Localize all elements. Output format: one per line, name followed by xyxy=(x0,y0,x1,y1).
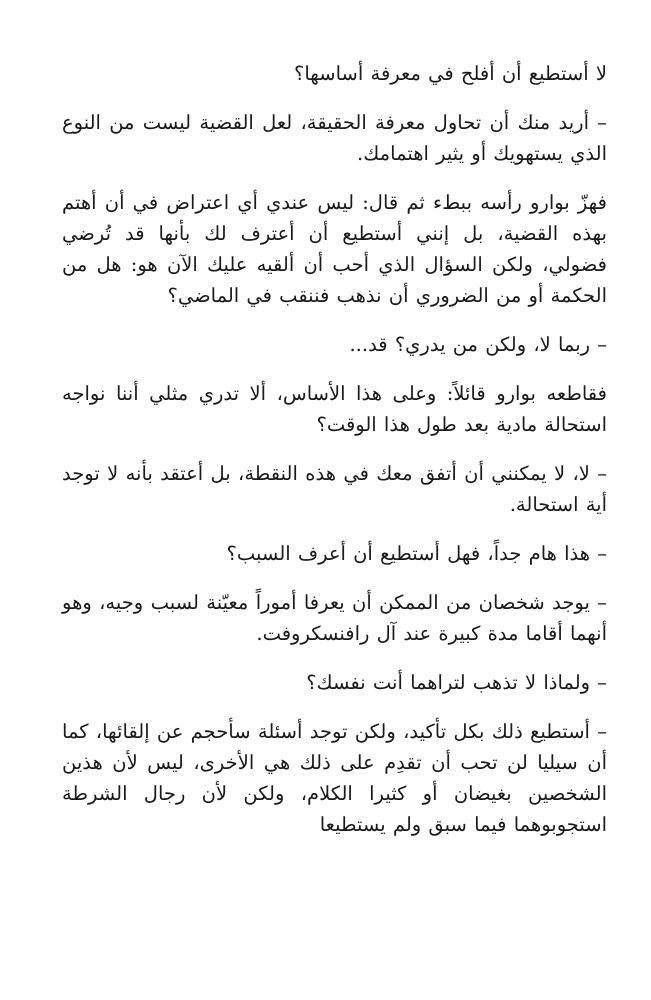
paragraph-6: – لا، لا يمكنني أن أتفق معك في هذه النقطة، بل أعتقد بأنه لا توجد أية استحالة. xyxy=(62,462,607,516)
paragraph-3: فهزّ بوارو رأسه ببطء ثم قال: ليس عندي أي اعتراض في أن أهتم بهذه القضية، بل إنني أستطيع أن أعترف لك بأنها قد تُرضي فضولي، ولكن السؤال الذي أحب أن ألقيه عليك الآن هو: هل من الحكمة أو من الضروري أن نذهب فننقب في الماضي؟ xyxy=(62,191,607,307)
paragraph-5: فقاطعه بوارو قائلاً: وعلى هذا الأساس، ألا تدري مثلي أننا نواجه استحالة مادية بعد طول هذا الوقت؟ xyxy=(62,382,607,436)
paragraph-8: – يوجد شخصان من الممكن أن يعرفا أموراً معيّنة لسبب وجيه، وهو أنهما أقاما مدة كبيرة عند آل رافنسكروفت. xyxy=(62,591,607,645)
paragraph-7: – هذا هام جداً، فهل أستطيع أن أعرف السبب؟ xyxy=(226,542,607,565)
paragraph-10: – أستطيع ذلك بكل تأكيد، ولكن توجد أسئلة سأحجم عن إلقائها، كما أن سيليا لن تحب أن تقدِم على ذلك هي الأخرى، ليس لأن هذين الشخصين بغيضان أو كثيرا الكلام، ولكن لأن رجال الشرطة استجوبوهما فيما سبق ولم يستطيعا xyxy=(62,720,607,836)
paragraph-2: – أريد منك أن تحاول معرفة الحقيقة، لعل القضية ليست من النوع الذي يستهويك أو يثير اهتمامك. xyxy=(62,111,607,165)
book-page xyxy=(62,58,607,858)
paragraph-1: لا أستطيع أن أفلح في معرفة أساسها؟ xyxy=(293,62,607,85)
paragraph-4: – ربما لا، ولكن من يدري؟ قد... xyxy=(349,333,607,356)
paragraph-9: – ولماذا لا تذهب لتراهما أنت نفسك؟ xyxy=(306,671,607,694)
